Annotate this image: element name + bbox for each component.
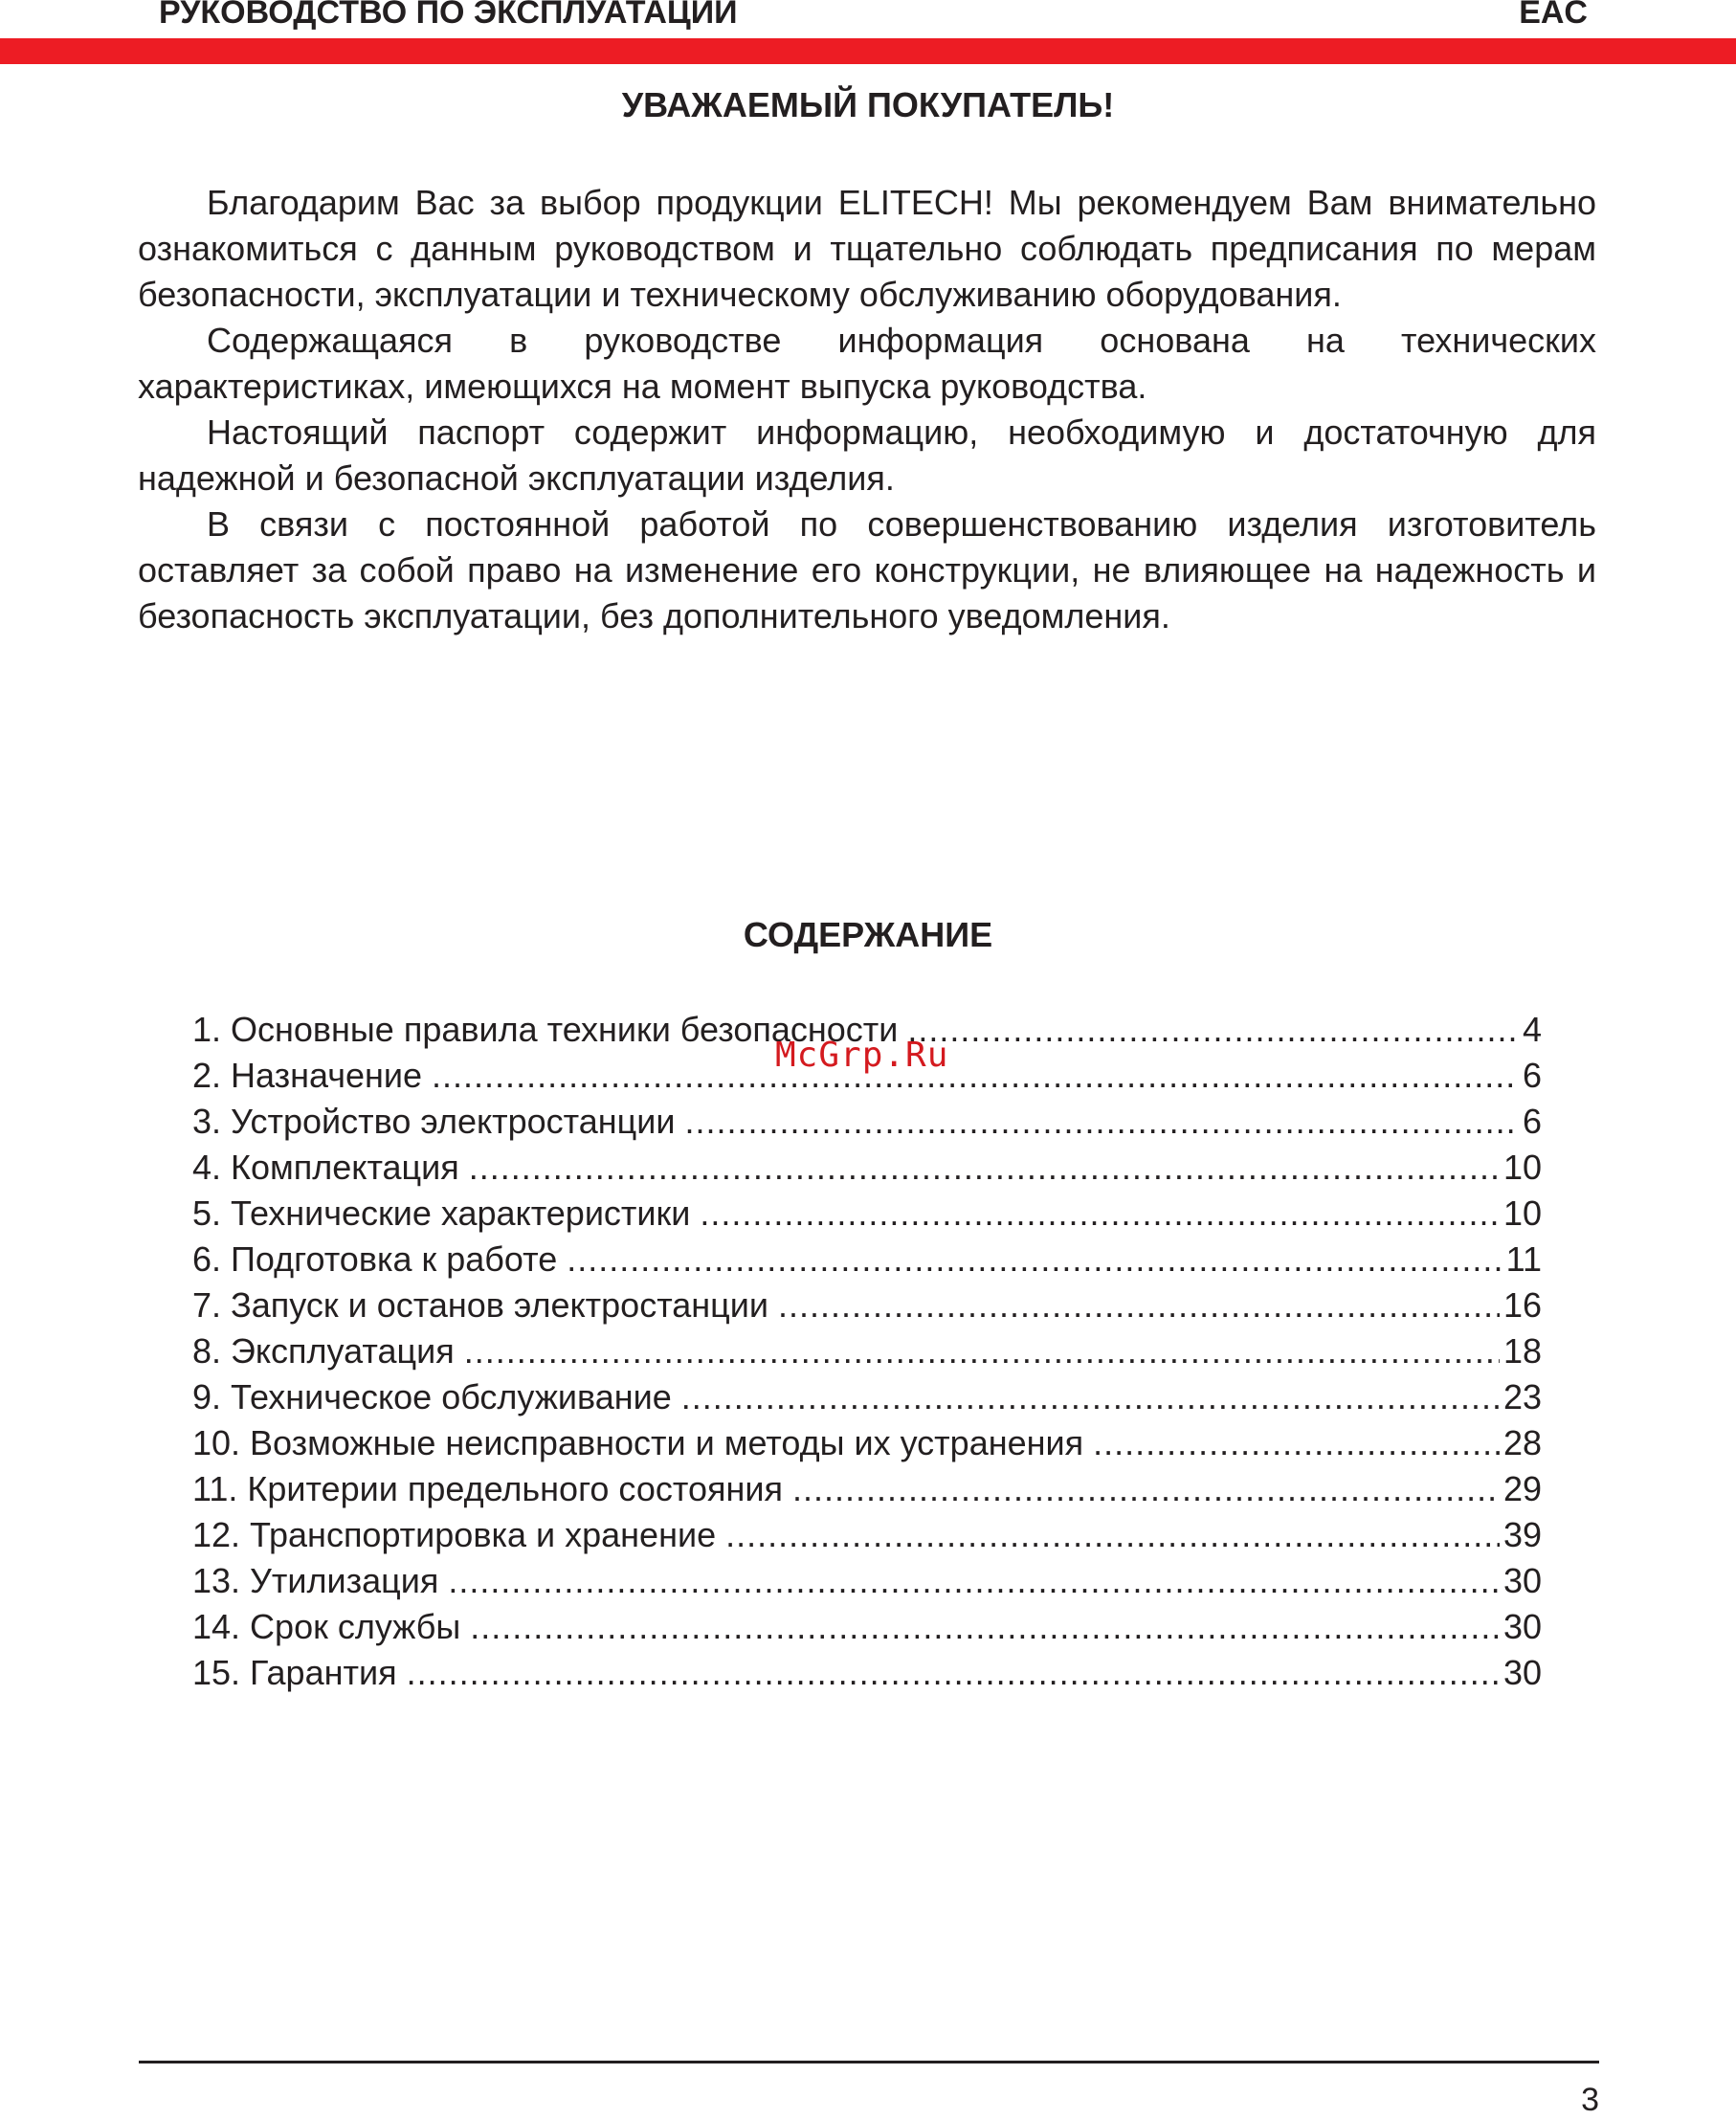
toc-entry[interactable] bbox=[192, 1650, 1542, 1696]
toc-leader-dots bbox=[469, 1145, 1500, 1191]
toc-entry-label: 10. Возможные неисправности и методы их устранения bbox=[192, 1423, 1084, 1462]
toc-entry-page: 39 bbox=[1502, 1515, 1542, 1554]
toc-entry-label: 14. Срок службы bbox=[192, 1607, 461, 1646]
toc-entry-page: 18 bbox=[1502, 1331, 1542, 1371]
toc-entry-label: 5. Технические характеристики bbox=[192, 1193, 691, 1233]
toc-entry-label: 9. Техническое обслуживание bbox=[192, 1377, 672, 1416]
toc-entry[interactable] bbox=[192, 1237, 1542, 1283]
toc-entry[interactable] bbox=[192, 1420, 1542, 1466]
toc-entry-label: 3. Устройство электростанции bbox=[192, 1102, 676, 1141]
intro-paragraph: Настоящий паспорт содержит информацию, необходимую и достаточную для надежной и безопасной эксплуатации изделия. bbox=[138, 413, 1596, 498]
toc-leader-dots bbox=[1093, 1420, 1500, 1466]
toc-leader-dots bbox=[464, 1328, 1500, 1374]
manual-title: РУКОВОДСТВО ПО ЭКСПЛУАТАЦИИ bbox=[159, 0, 738, 31]
toc-leader-dots bbox=[432, 1053, 1519, 1099]
toc-leader-dots bbox=[470, 1604, 1500, 1650]
toc-entry-page: 10 bbox=[1502, 1148, 1542, 1187]
toc-entry[interactable] bbox=[192, 1374, 1542, 1420]
toc-leader-dots bbox=[792, 1466, 1500, 1512]
toc-entry-page: 11 bbox=[1505, 1239, 1542, 1279]
toc-leader-dots bbox=[448, 1558, 1500, 1604]
toc-entry[interactable] bbox=[192, 1191, 1542, 1237]
toc-entry[interactable] bbox=[192, 1558, 1542, 1604]
toc-entry[interactable] bbox=[192, 1466, 1542, 1512]
toc-entry-page: 10 bbox=[1502, 1193, 1542, 1233]
toc-entry-label: 15. Гарантия bbox=[192, 1653, 397, 1692]
toc-leader-dots bbox=[725, 1512, 1500, 1558]
toc-entry-page: 6 bbox=[1522, 1056, 1542, 1095]
toc-entry-page: 4 bbox=[1522, 1010, 1542, 1049]
toc-entry-page: 30 bbox=[1502, 1561, 1542, 1600]
toc-leader-dots bbox=[700, 1191, 1500, 1237]
toc-leader-dots bbox=[907, 1007, 1519, 1053]
toc-entry[interactable] bbox=[192, 1099, 1542, 1145]
toc-entry[interactable] bbox=[192, 1328, 1542, 1374]
toc-entry-label: 1. Основные правила техники безопасности bbox=[192, 1010, 899, 1049]
toc-entry-label: 8. Эксплуатация bbox=[192, 1331, 455, 1371]
toc-entry-page: 28 bbox=[1502, 1423, 1542, 1462]
footer-rule bbox=[139, 2061, 1599, 2063]
header-red-band bbox=[0, 38, 1736, 64]
page-number: 3 bbox=[1581, 2082, 1599, 2118]
toc-leader-dots bbox=[681, 1374, 1500, 1420]
toc-leader-dots bbox=[407, 1650, 1500, 1696]
page-header bbox=[0, 0, 1736, 36]
toc-entry-label: 2. Назначение bbox=[192, 1056, 423, 1095]
intro-paragraph: Содержащаяся в руководстве информация основана на технических характеристиках, имеющихся на момент выпуска руководства. bbox=[138, 321, 1596, 406]
toc-entry-label: 13. Утилизация bbox=[192, 1561, 439, 1600]
toc-entry-page: 30 bbox=[1502, 1607, 1542, 1646]
toc-entry-page: 16 bbox=[1502, 1285, 1542, 1325]
intro-text bbox=[138, 180, 1596, 639]
greeting-title: УВАЖАЕМЫЙ ПОКУПАТЕЛЬ! bbox=[621, 85, 1115, 124]
toc-entry-page: 29 bbox=[1502, 1469, 1542, 1508]
toc-entry[interactable] bbox=[192, 1145, 1542, 1191]
toc-entry-label: 6. Подготовка к работе bbox=[192, 1239, 558, 1279]
toc-entry-page: 23 bbox=[1502, 1377, 1542, 1416]
eac-mark: EAC bbox=[1519, 0, 1588, 31]
intro-paragraph: В связи с постоянной работой по совершенствованию изделия изготовитель оставляет за собой право на изменение его конструкции, не влияющее на надежность и безопасность эксплуатации, без дополнительного уведомления. bbox=[138, 504, 1596, 636]
toc-entry-label: 7. Запуск и останов электростанции bbox=[192, 1285, 769, 1325]
toc-entry-page: 6 bbox=[1522, 1102, 1542, 1141]
toc-leader-dots bbox=[778, 1283, 1500, 1328]
toc-entry-page: 30 bbox=[1502, 1653, 1542, 1692]
toc-leader-dots bbox=[684, 1099, 1518, 1145]
toc-entry-label: 12. Транспортировка и хранение bbox=[192, 1515, 717, 1554]
table-of-contents bbox=[192, 1007, 1542, 1696]
toc-entry[interactable] bbox=[192, 1283, 1542, 1328]
toc-leader-dots bbox=[567, 1237, 1502, 1283]
toc-title: СОДЕРЖАНИЕ bbox=[743, 915, 993, 954]
toc-entry-label: 11. Критерии предельного состояния bbox=[192, 1469, 783, 1508]
toc-entry[interactable] bbox=[192, 1604, 1542, 1650]
watermark-text: McGrp.Ru bbox=[775, 1036, 949, 1075]
toc-entry[interactable] bbox=[192, 1512, 1542, 1558]
toc-entry-label: 4. Комплектация bbox=[192, 1148, 459, 1187]
intro-paragraph: Благодарим Вас за выбор продукции ELITECH! Мы рекомендуем Вам внимательно ознакомиться с данным руководством и тщательно соблюдать предписания по мерам безопасности, эксплуатации и техническому обслуживанию оборудования. bbox=[138, 183, 1596, 314]
